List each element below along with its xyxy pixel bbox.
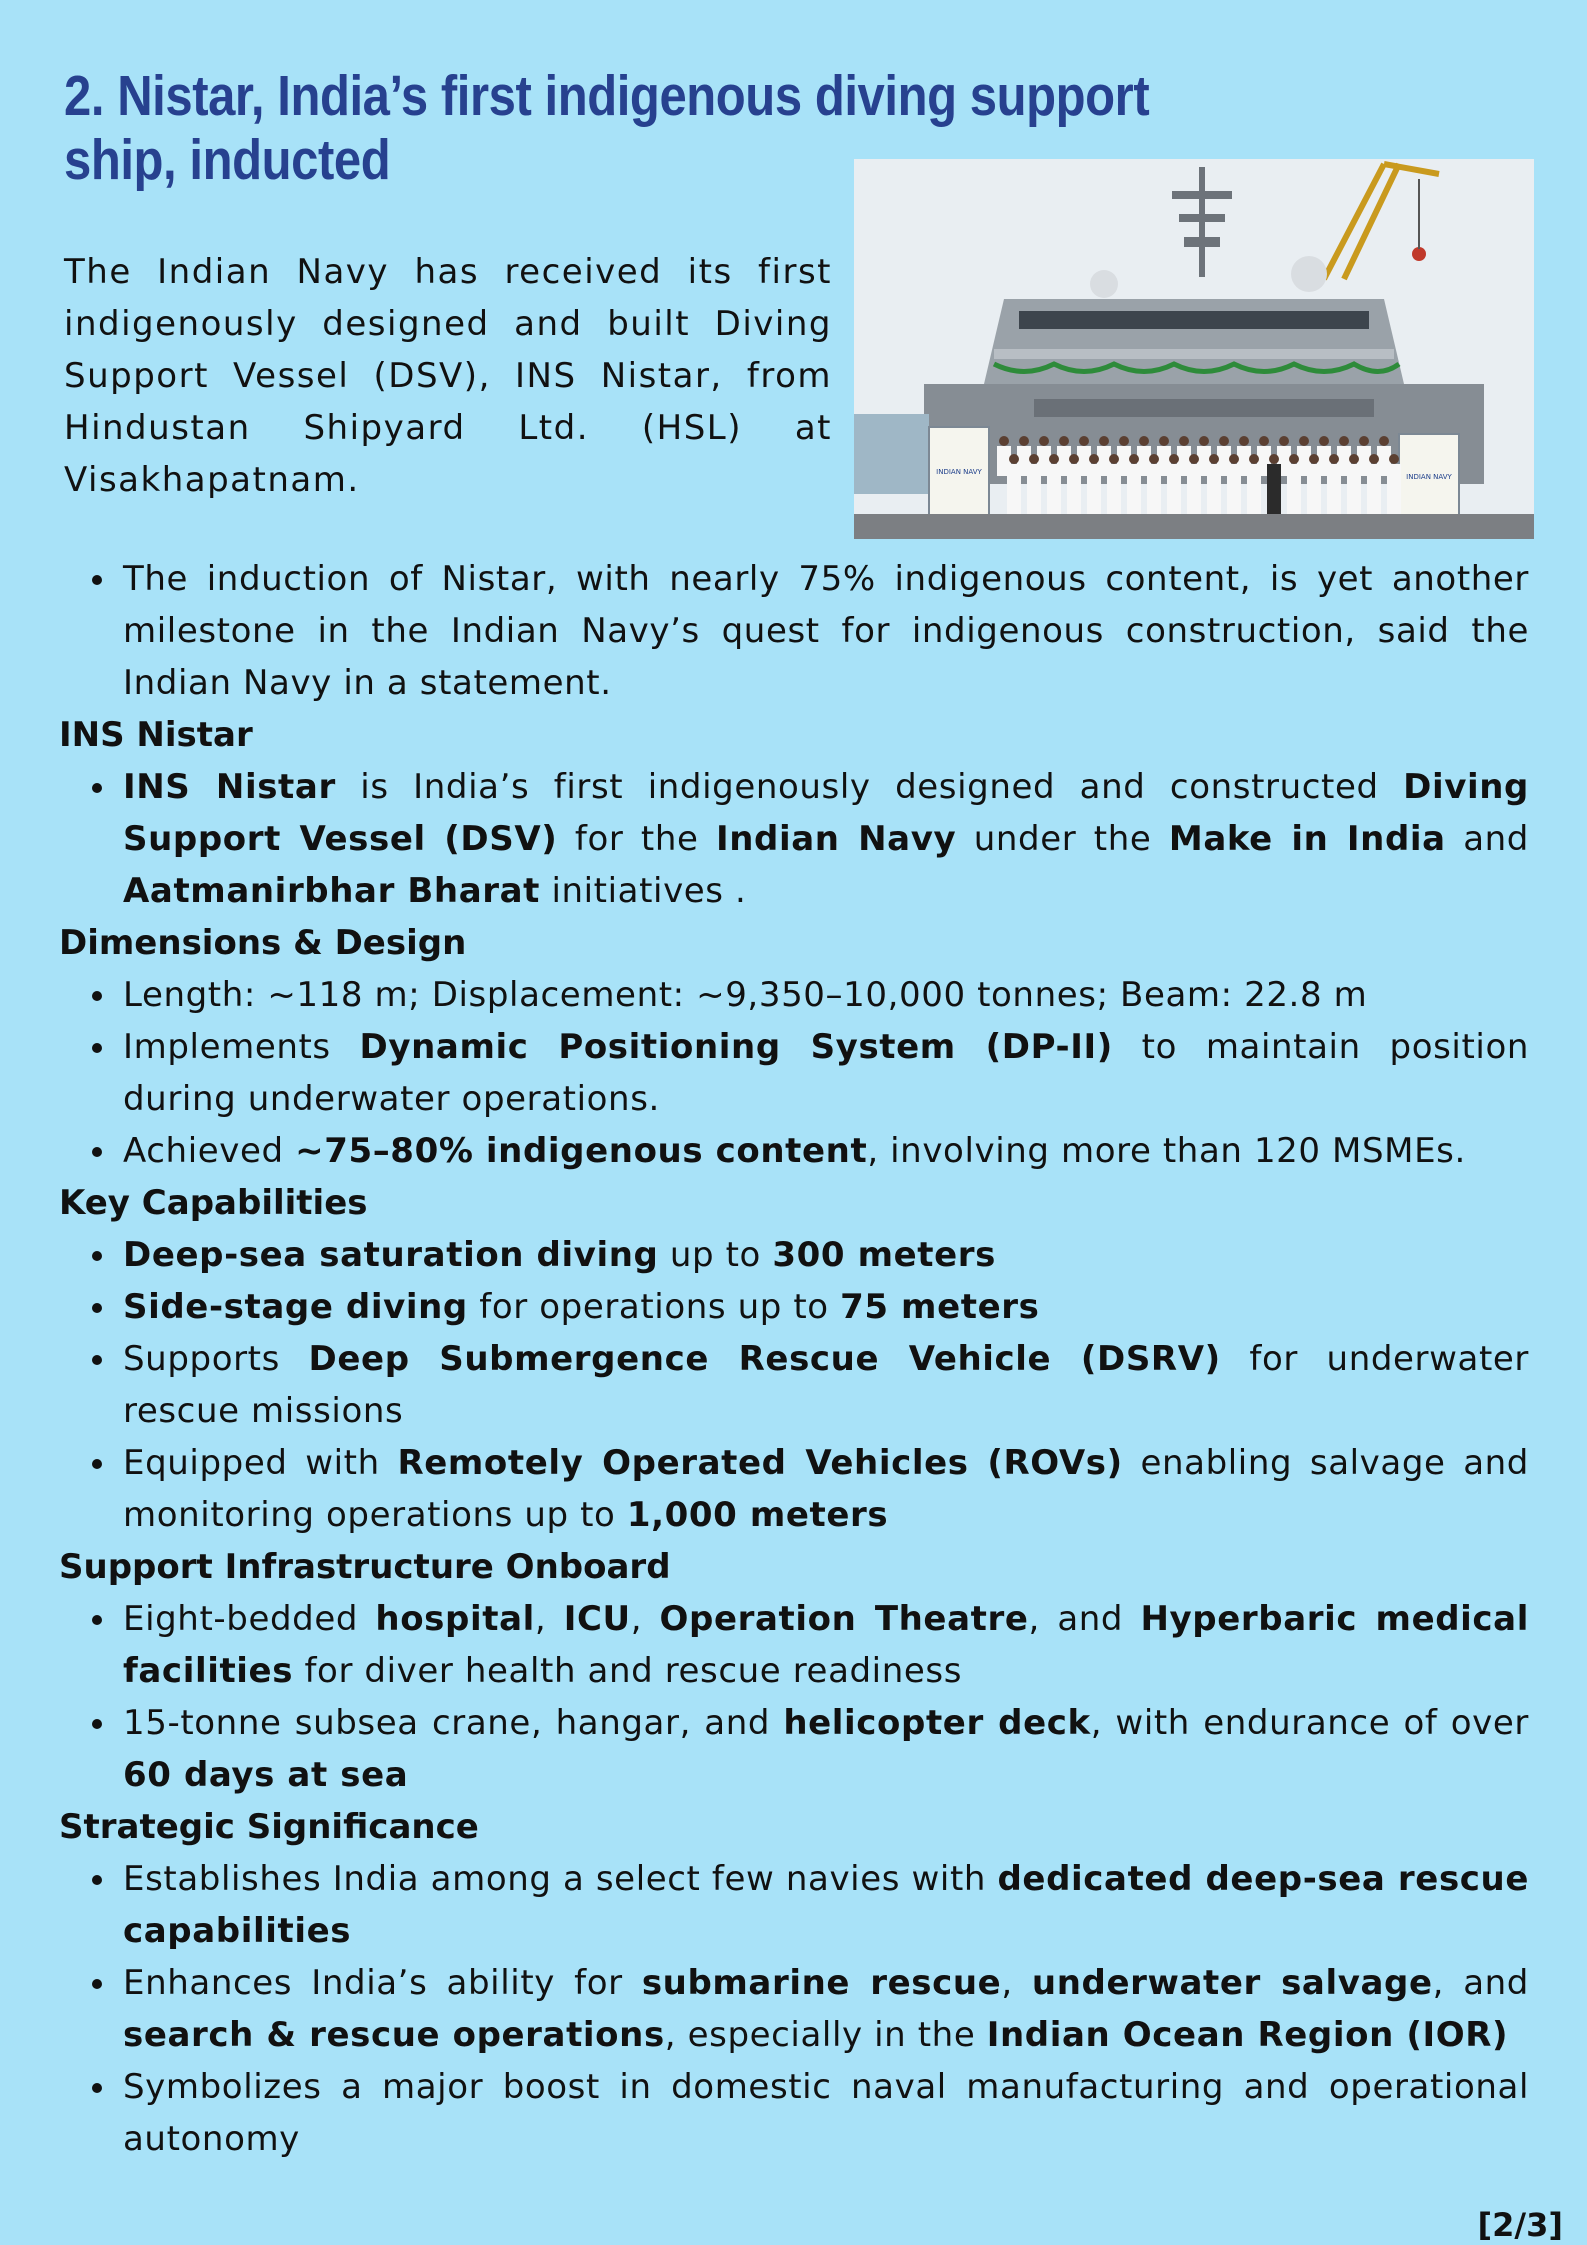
bold-text: search & rescue operations bbox=[123, 2015, 665, 2055]
text-run: enabling salvage and monitoring operations up to bbox=[123, 1443, 1529, 1535]
text-run: , and bbox=[1432, 1963, 1529, 2003]
section-heading-key-capabilities: Key Capabilities bbox=[59, 1183, 368, 1223]
bold-text: Deep-sea saturation diving bbox=[123, 1235, 659, 1275]
text-run: Achieved bbox=[123, 1131, 296, 1171]
bold-text: INS Nistar bbox=[123, 767, 336, 807]
bullet-list-dimensions-design bbox=[59, 969, 1529, 1177]
text-run: for the bbox=[557, 819, 716, 859]
crew-group bbox=[997, 436, 1401, 514]
section-heading-dimensions-design: Dimensions & Design bbox=[59, 923, 467, 963]
bold-text: Indian Ocean Region (IOR) bbox=[986, 2015, 1509, 2055]
text-run: , involving more than 120 MSMEs. bbox=[867, 1131, 1466, 1171]
text-run: to maintain position during underwater operations. bbox=[123, 1027, 1529, 1119]
banner-right-text: INDIAN NAVY bbox=[1406, 473, 1452, 481]
text-run: , with endurance of over bbox=[1090, 1703, 1529, 1743]
bold-text: Deep Submergence Rescue Vehicle (DSRV) bbox=[308, 1339, 1221, 1379]
text-run: Length: ~118 m; Displacement: ~9,350–10,000 tonnes; Beam: 22.8 m bbox=[123, 975, 1368, 1015]
bold-text: hospital bbox=[375, 1599, 535, 1639]
lead-bullet-list bbox=[59, 553, 1529, 709]
text-run: for underwater rescue missions bbox=[123, 1339, 1530, 1431]
crane-hook bbox=[1412, 247, 1426, 261]
section-heading-ins-nistar: INS Nistar bbox=[59, 715, 253, 755]
bullet-list-support-infrastructure-onboard bbox=[59, 1593, 1529, 1801]
bold-text: ICU bbox=[563, 1599, 631, 1639]
bold-text: Dynamic Positioning System (DP-II) bbox=[359, 1027, 1113, 1067]
bold-text: 75 meters bbox=[840, 1287, 1040, 1327]
list-item bbox=[123, 1281, 1529, 1333]
text-run: initiatives . bbox=[540, 871, 747, 911]
bold-text: Make in India bbox=[1168, 819, 1446, 859]
text-run: Eight-bedded bbox=[123, 1599, 376, 1639]
bold-text: Aatmanirbhar Bharat bbox=[123, 871, 541, 911]
text-run: Enhances India’s ability for bbox=[123, 1963, 642, 2003]
content-body bbox=[59, 553, 1529, 2165]
page-number: [2/3] bbox=[1477, 2206, 1563, 2244]
sections-container bbox=[59, 709, 1529, 2165]
text-run: for diver health and rescue readiness bbox=[293, 1651, 963, 1691]
bold-text: Operation Theatre bbox=[659, 1599, 1029, 1639]
bold-text: 1,000 meters bbox=[626, 1495, 889, 1535]
bold-text: Indian Navy bbox=[716, 819, 957, 859]
text-run: Implements bbox=[123, 1027, 360, 1067]
ship-photo bbox=[854, 159, 1534, 539]
text-run: Establishes India among a select few navies with bbox=[123, 1859, 998, 1899]
bold-text: Diving Support Vessel (DSV) bbox=[123, 767, 1529, 859]
list-item bbox=[123, 1125, 1529, 1177]
text-run: for operations up to bbox=[467, 1287, 841, 1327]
text-run: and bbox=[1445, 819, 1529, 859]
text-run: Equipped with bbox=[123, 1443, 398, 1483]
list-item bbox=[123, 761, 1529, 917]
bold-text: 300 meters bbox=[772, 1235, 996, 1275]
text-run: , bbox=[1001, 1963, 1032, 2003]
text-run: Symbolizes a major boost in domestic naval manufacturing and operational autonomy bbox=[123, 2067, 1529, 2159]
list-item bbox=[123, 1333, 1529, 1437]
list-item bbox=[123, 2061, 1529, 2165]
bold-text: underwater salvage bbox=[1031, 1963, 1433, 2003]
text-run: up to bbox=[658, 1235, 773, 1275]
bullet-list-ins-nistar bbox=[59, 761, 1529, 917]
bullet-list-key-capabilities bbox=[59, 1229, 1529, 1541]
text-run: is India’s first indigenously designed and constructed bbox=[335, 767, 1404, 807]
bold-text: dedicated deep-sea rescue capabilities bbox=[123, 1859, 1529, 1951]
section-heading-strategic-significance: Strategic Significance bbox=[59, 1807, 479, 1847]
bold-text: Remotely Operated Vehicles (ROVs) bbox=[397, 1443, 1123, 1483]
text-run: , bbox=[630, 1599, 660, 1639]
bold-text: helicopter deck bbox=[783, 1703, 1091, 1743]
list-item bbox=[123, 1229, 1529, 1281]
list-item bbox=[123, 969, 1529, 1021]
section-heading-support-infrastructure-onboard: Support Infrastructure Onboard bbox=[59, 1547, 671, 1587]
text-run: 15-tonne subsea crane, hangar, and bbox=[123, 1703, 784, 1743]
text-run: Supports bbox=[123, 1339, 309, 1379]
intro-paragraph: The Indian Navy has received its first indigenously designed and built Diving Support Vessel (DSV), INS Nistar, from Hindustan Shipyard Ltd. (HSL) at Visakhapatnam. bbox=[64, 252, 832, 500]
text-run: , and bbox=[1028, 1599, 1141, 1639]
list-item bbox=[123, 1697, 1529, 1801]
text-run: , especially in the bbox=[664, 2015, 987, 2055]
bold-text: Hyperbaric medical facilities bbox=[123, 1599, 1529, 1691]
bold-text: submarine rescue bbox=[641, 1963, 1002, 2003]
list-item bbox=[123, 1957, 1529, 2061]
list-item bbox=[123, 1021, 1529, 1125]
list-item: The induction of Nistar, with nearly 75% indigenous content, is yet another milestone in the Indian Navy’s quest for indigenous construction, said the Indian Navy in a statement. bbox=[123, 553, 1529, 709]
list-item bbox=[123, 1853, 1529, 1957]
bold-text: 60 days at sea bbox=[123, 1755, 409, 1795]
page-title: 2. Nistar, India’s first indigenous diving support ship, inducted bbox=[64, 64, 1150, 192]
banner-left-text: INDIAN NAVY bbox=[936, 468, 982, 476]
list-item bbox=[123, 1437, 1529, 1541]
bold-text: ~75–80% indigenous content bbox=[295, 1131, 868, 1171]
text-run: under the bbox=[956, 819, 1169, 859]
bullet-list-strategic-significance bbox=[59, 1853, 1529, 2165]
bold-text: Side-stage diving bbox=[123, 1287, 468, 1327]
text-run: , bbox=[534, 1599, 564, 1639]
list-item bbox=[123, 1593, 1529, 1697]
